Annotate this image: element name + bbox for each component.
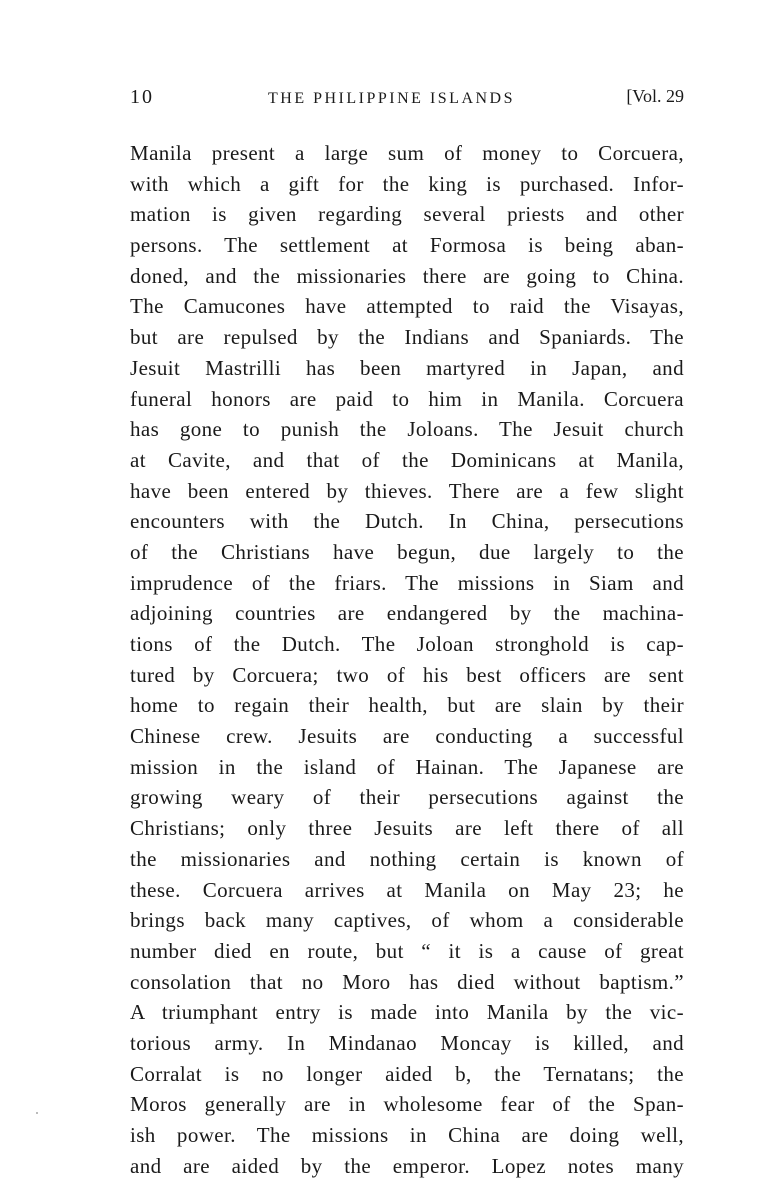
- text-line: Christians; only three Jesuits are left there of all: [130, 816, 684, 841]
- text-line: doned, and the missionaries there are going to China.: [130, 263, 684, 288]
- text-line: tions of the Dutch. The Joloan stronghold is cap-: [130, 632, 684, 656]
- text-line: The Camucones have attempted to raid the Visayas,: [130, 294, 684, 319]
- text-line: these. Corcuera arrives at Manila on May 23; he: [130, 877, 684, 902]
- page-header: [130, 86, 684, 114]
- text-line: persons. The settlement at Formosa is being aban-: [130, 233, 684, 258]
- text-line: encounters with the Dutch. In China, persecutions: [130, 509, 684, 534]
- text-line: Jesuit Mastrilli has been martyred in Japan, and: [130, 355, 684, 380]
- text-line: brings back many captives, of whom a considerable: [130, 908, 684, 933]
- print-speck: [36, 1112, 38, 1114]
- text-line: with which a gift for the king is purchased. Infor-: [130, 171, 684, 196]
- text-line: the missionaries and nothing certain is known of: [130, 846, 684, 871]
- text-line: funeral honors are paid to him in Manila. Corcuera: [130, 386, 684, 411]
- text-line: of the Christians have begun, due largely to the: [130, 539, 684, 564]
- text-line: home to regain their health, but are slain by their: [130, 693, 684, 718]
- text-line: A triumphant entry is made into Manila by the vic-: [130, 1000, 684, 1025]
- text-line: Manila present a large sum of money to Corcuera,: [130, 141, 684, 165]
- text-line: has gone to punish the Joloans. The Jesuit church: [130, 417, 684, 442]
- text-line: adjoining countries are endangered by the machina-: [130, 601, 684, 626]
- text-line: torious army. In Mindanao Moncay is killed, and: [130, 1030, 684, 1055]
- text-line: tured by Corcuera; two of his best officers are sent: [130, 662, 684, 687]
- running-title: THE PHILIPPINE ISLANDS: [268, 90, 515, 107]
- text-line: at Cavite, and that of the Dominicans at Manila,: [130, 447, 684, 472]
- text-line: but are repulsed by the Indians and Spaniards. The: [130, 325, 684, 350]
- text-line: Chinese crew. Jesuits are conducting a successful: [130, 724, 684, 749]
- page-number: 10: [130, 86, 154, 108]
- text-line: number died en route, but “ it is a cause of great: [130, 938, 684, 963]
- text-line: have been entered by thieves. There are a few slight: [130, 478, 684, 503]
- volume-label: [Vol. 29: [626, 86, 684, 106]
- text-line: Corralat is no longer aided b, the Ternatans; the: [130, 1061, 684, 1086]
- text-line: Moros generally are in wholesome fear of the Span-: [130, 1092, 684, 1117]
- text-line: consolation that no Moro has died without baptism.”: [130, 969, 684, 994]
- text-line: mation is given regarding several priests and other: [130, 202, 684, 227]
- text-line: growing weary of their persecutions against the: [130, 785, 684, 810]
- text-line: imprudence of the friars. The missions in Siam and: [130, 570, 684, 595]
- body-text: [130, 138, 684, 1181]
- text-line: mission in the island of Hainan. The Japanese are: [130, 754, 684, 779]
- text-line: ish power. The missions in China are doing well,: [130, 1123, 684, 1147]
- text-line: and are aided by the emperor. Lopez notes many: [130, 1153, 684, 1178]
